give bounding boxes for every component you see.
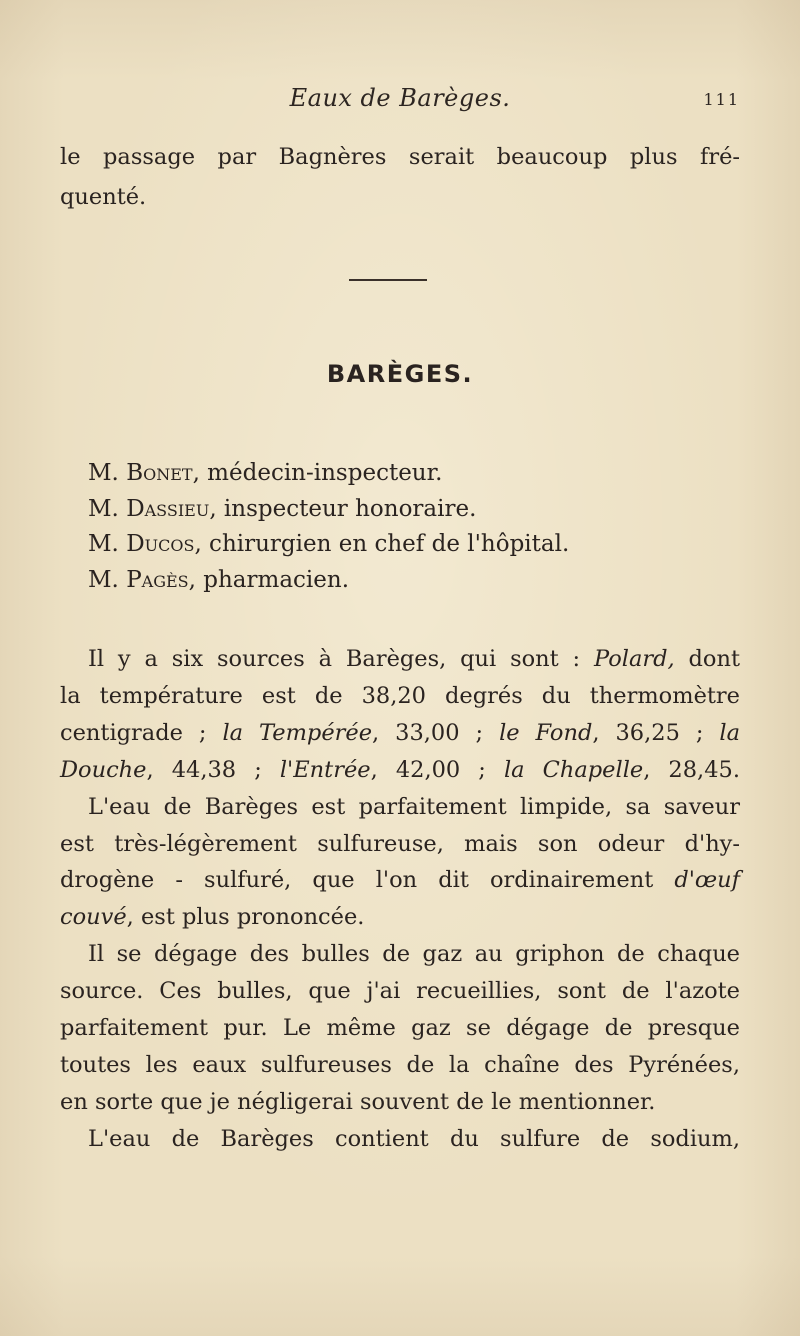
staff-role: , inspecteur honoraire.: [209, 495, 477, 522]
body-line: toutes les eaux sulfureuses de la chaîne des Pyrénées,: [60, 1051, 740, 1078]
section-divider: [349, 279, 427, 281]
body-line: la température est de 38,20 degrés du thermomètre: [60, 682, 740, 709]
page-header: [60, 84, 740, 120]
body-line: est très-légèrement sulfureuse, mais son odeur d'hy-: [60, 830, 740, 857]
running-title: Eaux de Barèges.: [289, 84, 511, 112]
body-line: couvé, est plus prononcée.: [60, 904, 365, 931]
staff-prefix: M.: [88, 531, 119, 557]
body-line: Il y a six sources à Barèges, qui sont : Polard, dont: [88, 646, 740, 672]
staff-entry: [88, 527, 569, 563]
staff-name: Bonet: [126, 460, 193, 486]
body-text: [60, 641, 740, 1158]
intro-line: quenté.: [60, 184, 147, 210]
staff-prefix: M.: [88, 495, 119, 522]
staff-role: , pharmacien.: [188, 566, 350, 593]
body-line: parfaitement pur. Le même gaz se dégage de presque: [60, 1015, 740, 1042]
staff-list: [88, 456, 569, 598]
body-line: en sorte que je négligerai souvent de le mentionner.: [60, 1088, 656, 1115]
page-number: 111: [703, 90, 740, 109]
staff-name: Dassieu: [126, 495, 210, 522]
body-line: L'eau de Barèges est parfaitement limpide, sa saveur: [88, 793, 740, 820]
body-line: centigrade ; la Tempérée, 33,00 ; le Fond, 36,25 ; la: [60, 719, 741, 746]
body-line: L'eau de Barèges contient du sulfure de sodium,: [88, 1125, 740, 1152]
section-title: BARÈGES.: [326, 360, 474, 388]
staff-prefix: M.: [88, 460, 119, 486]
body-line: source. Ces bulles, que j'ai recueillies, sont de l'azote: [60, 978, 740, 1005]
body-line: drogène - sulfuré, que l'on dit ordinairement d'œuf: [60, 867, 740, 894]
body-line: Douche, 44,38 ; l'Entrée, 42,00 ; la Chapelle, 28,45.: [60, 756, 740, 783]
staff-name: Ducos: [126, 531, 195, 557]
staff-entry: [88, 492, 569, 528]
staff-entry: [88, 563, 569, 599]
body-line: Il se dégage des bulles de gaz au griphon de chaque: [88, 941, 740, 968]
staff-role: , chirurgien en chef de l'hôpital.: [194, 531, 570, 557]
staff-prefix: M.: [88, 566, 119, 593]
staff-entry: [88, 456, 569, 492]
staff-role: , médecin-inspecteur.: [192, 460, 443, 486]
intro-paragraph: [60, 137, 740, 217]
staff-name: Pagès: [126, 566, 189, 593]
intro-line: le passage par Bagnères serait beaucoup plus fré-: [60, 144, 740, 170]
